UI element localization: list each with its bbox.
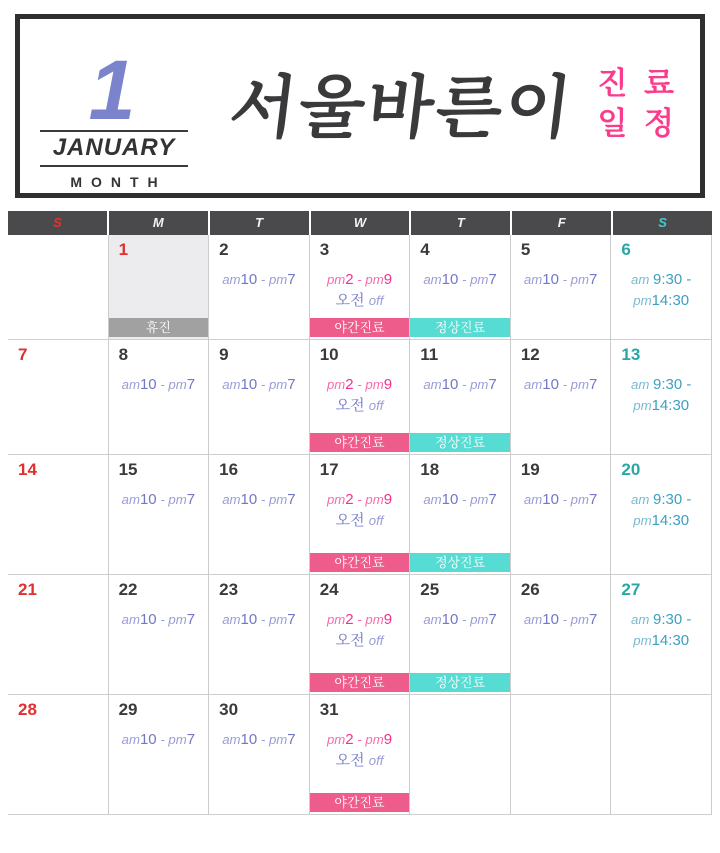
day-number: 20 xyxy=(621,460,641,479)
month-name: JANUARY xyxy=(52,133,176,161)
empty-cell xyxy=(611,695,712,815)
month-block xyxy=(20,43,208,190)
hours-text: 오전 off xyxy=(335,292,384,310)
night-care-badge: 야간진료 xyxy=(310,318,410,337)
day-number: 12 xyxy=(520,345,540,364)
day-number: 28 xyxy=(18,700,37,719)
day-cell-21 xyxy=(8,575,109,695)
hours-text: am10 - pm7 xyxy=(121,490,196,508)
schedule-label-line1: 진 료 xyxy=(597,66,678,102)
day-cell-7 xyxy=(8,340,109,455)
day-number: 6 xyxy=(621,240,631,259)
day-cell-9 xyxy=(209,340,310,455)
day-header-fri: F xyxy=(512,211,611,235)
day-number: 26 xyxy=(520,580,540,599)
hours-text: pm14:30 xyxy=(633,397,690,415)
hours-text: am10 - pm7 xyxy=(523,375,598,393)
day-cell-13 xyxy=(611,340,712,455)
day-number: 17 xyxy=(319,460,339,479)
schedule-label-line2: 일 정 xyxy=(597,106,678,141)
hours-text: am10 - pm7 xyxy=(121,610,196,628)
day-number: 25 xyxy=(420,580,440,599)
day-cell-10 xyxy=(310,340,411,455)
hours-text: pm14:30 xyxy=(633,292,690,310)
hours-text: am10 - pm7 xyxy=(121,375,196,393)
day-cell-23 xyxy=(209,575,310,695)
day-number: 11 xyxy=(420,345,439,364)
month-number: 1 xyxy=(88,43,136,138)
header-banner xyxy=(15,14,705,198)
hours-text: 오전 off xyxy=(335,397,384,415)
day-cell-27 xyxy=(611,575,712,695)
calendar xyxy=(8,211,712,815)
day-cell-18 xyxy=(410,455,511,575)
day-cell-28 xyxy=(8,695,109,815)
empty-cell xyxy=(8,235,109,340)
month-word: MONTH xyxy=(70,173,167,190)
hours-text: am10 - pm7 xyxy=(423,270,497,288)
day-number: 29 xyxy=(118,700,138,719)
hours-text: am 9:30 - xyxy=(631,490,692,508)
day-cell-29 xyxy=(109,695,210,815)
hours-text: pm2 - pm9 xyxy=(326,610,393,628)
day-cell-1 xyxy=(109,235,210,340)
day-number: 21 xyxy=(18,580,37,599)
day-cell-3 xyxy=(310,235,411,340)
day-cell-15 xyxy=(109,455,210,575)
hours-text: am 9:30 - xyxy=(631,270,692,288)
hours-text: am10 - pm7 xyxy=(423,375,497,393)
hours-text: am10 - pm7 xyxy=(222,490,296,508)
hours-text: pm2 - pm9 xyxy=(326,270,393,288)
day-cell-25 xyxy=(410,575,511,695)
empty-cell xyxy=(410,695,511,815)
day-number: 18 xyxy=(420,460,440,479)
day-number: 30 xyxy=(219,700,239,719)
day-number: 31 xyxy=(319,700,339,719)
day-number: 8 xyxy=(118,345,129,364)
day-number: 19 xyxy=(520,460,540,479)
day-number: 10 xyxy=(319,345,339,364)
closed-badge: 휴진 xyxy=(109,318,209,337)
day-number: 2 xyxy=(219,240,229,259)
hours-text: am10 - pm7 xyxy=(222,730,296,748)
day-number: 23 xyxy=(219,580,239,599)
day-cell-6 xyxy=(611,235,712,340)
day-number: 27 xyxy=(621,580,641,599)
day-header-sat: S xyxy=(613,211,712,235)
day-header-wed: W xyxy=(311,211,410,235)
day-number: 24 xyxy=(319,580,339,599)
hours-text: 오전 off xyxy=(335,632,384,650)
normal-care-badge: 정상진료 xyxy=(410,553,510,572)
day-cell-5 xyxy=(511,235,612,340)
hours-text: pm2 - pm9 xyxy=(326,490,393,508)
normal-care-badge: 정상진료 xyxy=(410,318,510,337)
hours-text: am10 - pm7 xyxy=(121,730,196,748)
normal-care-badge: 정상진료 xyxy=(410,433,510,452)
day-cell-12 xyxy=(511,340,612,455)
day-number: 22 xyxy=(118,580,138,599)
day-cell-20 xyxy=(611,455,712,575)
hours-text: 오전 off xyxy=(335,512,384,530)
day-cell-11 xyxy=(410,340,511,455)
day-number: 9 xyxy=(219,345,229,364)
day-header-tue: T xyxy=(210,211,309,235)
day-of-week-header xyxy=(8,211,712,235)
hours-text: am10 - pm7 xyxy=(523,490,598,508)
day-cell-4 xyxy=(410,235,511,340)
day-cell-19 xyxy=(511,455,612,575)
day-cell-31 xyxy=(310,695,411,815)
hours-text: am10 - pm7 xyxy=(423,610,497,628)
hours-text: am10 - pm7 xyxy=(523,610,598,628)
hours-text: am10 - pm7 xyxy=(423,490,497,508)
day-header-thu: T xyxy=(411,211,510,235)
day-header-sun: S xyxy=(8,211,107,235)
night-care-badge: 야간진료 xyxy=(310,673,410,692)
hours-text: pm2 - pm9 xyxy=(326,375,393,393)
hours-text: am10 - pm7 xyxy=(523,270,598,288)
day-cell-16 xyxy=(209,455,310,575)
calendar-grid xyxy=(8,235,712,815)
normal-care-badge: 정상진료 xyxy=(410,673,510,692)
day-cell-17 xyxy=(310,455,411,575)
day-header-mon: M xyxy=(109,211,208,235)
clinic-name: 서울바른이 xyxy=(225,69,579,146)
hours-text: am 9:30 - xyxy=(631,375,692,393)
day-cell-30 xyxy=(209,695,310,815)
day-cell-26 xyxy=(511,575,612,695)
day-number: 5 xyxy=(520,240,531,259)
day-number: 4 xyxy=(420,240,430,259)
hours-text: am10 - pm7 xyxy=(222,375,296,393)
hours-text: am10 - pm7 xyxy=(222,270,296,288)
day-number: 13 xyxy=(621,345,641,364)
day-number: 16 xyxy=(219,460,239,479)
hours-text: pm2 - pm9 xyxy=(326,730,393,748)
day-number: 14 xyxy=(18,460,37,479)
schedule-label xyxy=(597,64,678,143)
hours-text: 오전 off xyxy=(335,752,384,770)
hours-text: am 9:30 - xyxy=(631,610,692,628)
day-cell-14 xyxy=(8,455,109,575)
night-care-badge: 야간진료 xyxy=(310,553,410,572)
day-number: 15 xyxy=(118,460,138,479)
empty-cell xyxy=(511,695,612,815)
hours-text: pm14:30 xyxy=(633,632,690,650)
night-care-badge: 야간진료 xyxy=(310,433,410,452)
hours-text: am10 - pm7 xyxy=(222,610,296,628)
night-care-badge: 야간진료 xyxy=(310,793,410,812)
day-cell-2 xyxy=(209,235,310,340)
hours-text: pm14:30 xyxy=(633,512,690,530)
day-cell-24 xyxy=(310,575,411,695)
day-cell-22 xyxy=(109,575,210,695)
day-number: 7 xyxy=(18,345,28,364)
day-cell-8 xyxy=(109,340,210,455)
day-number: 1 xyxy=(118,240,129,259)
day-number: 3 xyxy=(319,240,330,259)
